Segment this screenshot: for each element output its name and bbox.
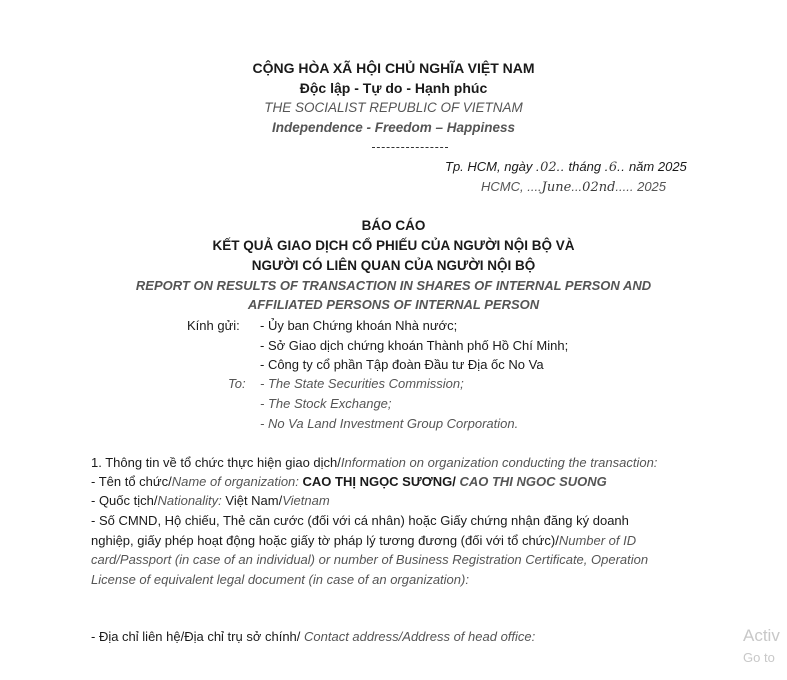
recipient-en-2: - The Stock Exchange;	[260, 396, 392, 411]
recipient-vn-1: - Ủy ban Chứng khoán Nhà nước;	[260, 318, 458, 333]
recipients-label-en: To:	[228, 376, 246, 391]
address-label-en: Contact address/Address of head office:	[300, 629, 536, 644]
section1-heading-en: Information on organization conducting the transaction:	[340, 455, 658, 470]
motto-vn: Độc lập - Tự do - Hạnh phúc	[299, 80, 488, 96]
country-name-vn: CỘNG HÒA XÃ HỘI CHỦ NGHĨA VIỆT NAM	[252, 60, 535, 76]
address-row	[91, 629, 535, 644]
date-en-prefix: HCMC, ....	[481, 179, 542, 194]
section1-heading	[91, 455, 657, 470]
report-subtitle-line2: NGƯỜI CÓ LIÊN QUAN CỦA NGƯỜI NỘI BỘ	[251, 258, 536, 273]
date-en	[481, 179, 666, 195]
section1-heading-vn: 1. Thông tin về tổ chức thực hiện giao dịch/	[91, 455, 341, 470]
report-title: BÁO CÁO	[361, 218, 426, 233]
org-name-value-en: CAO THI NGOC SUONG	[455, 474, 607, 489]
nationality-row	[91, 493, 330, 508]
id-line-2-vn: nghiệp, giấy phép hoạt động hoặc giấy tờ pháp lý tương đương (đối với tổ chức)/	[91, 533, 559, 548]
header-divider	[372, 147, 448, 148]
id-line-2-en: Number of ID	[558, 533, 637, 548]
recipient-en-3: - No Va Land Investment Group Corporation.	[260, 416, 519, 431]
date-vn-day: 02	[540, 160, 557, 175]
date-vn: Tp. HCM, ngày .02.. tháng .6.. năm 2025	[445, 159, 687, 175]
date-vn-year: năm 2025	[625, 159, 687, 174]
nationality-label-en: Nationality:	[157, 493, 226, 508]
date-en-mid: ...	[571, 179, 583, 194]
id-line-3: card/Passport (in case of an individual) or number of Business Registration Certificate, Operation	[91, 552, 649, 567]
nationality-value-vn: Việt Nam/	[225, 493, 283, 508]
organization-name-row	[91, 474, 607, 489]
report-subtitle-line1: KẾT QUẢ GIAO DỊCH CỔ PHIẾU CỦA NGƯỜI NỘI BỘ VÀ	[212, 238, 575, 253]
report-title-en-line2: AFFILIATED PERSONS OF INTERNAL PERSON	[247, 297, 540, 312]
id-line-1: - Số CMND, Hộ chiếu, Thẻ căn cước (đối với cá nhân) hoặc Giấy chứng nhận đăng ký doanh	[91, 513, 629, 528]
recipient-vn-2: - Sở Giao dịch chứng khoán Thành phố Hồ Chí Minh;	[260, 338, 569, 353]
date-en-day: 02nd	[582, 180, 616, 195]
report-title-en-line1: REPORT ON RESULTS OF TRANSACTION IN SHARES OF INTERNAL PERSON AND	[135, 278, 652, 293]
activation-watermark-title: Activ	[743, 626, 780, 645]
nationality-label-vn: - Quốc tịch/	[91, 493, 158, 508]
date-en-year: ..... 2025	[615, 179, 667, 194]
address-label-vn: - Địa chỉ liên hệ/Địa chỉ trụ sở chính/	[91, 629, 301, 644]
id-line-2	[91, 533, 636, 548]
id-line-4: License of equivalent legal document (in case of an organization):	[91, 572, 469, 587]
recipient-vn-3: - Công ty cổ phần Tập đoàn Đầu tư Địa ốc No Va	[260, 357, 544, 372]
nationality-value-en: Vietnam	[282, 493, 330, 508]
date-vn-month: 6	[608, 160, 618, 175]
recipients-label-vn: Kính gửi:	[187, 318, 240, 333]
date-vn-month-label: tháng	[564, 159, 605, 174]
org-name-label-en: Name of organization:	[171, 474, 303, 489]
motto-en: Independence - Freedom – Happiness	[271, 120, 516, 135]
date-vn-prefix: Tp. HCM, ngày	[445, 159, 537, 174]
org-name-value-vn: CAO THỊ NGỌC SƯƠNG/	[302, 474, 456, 489]
recipient-en-1: - The State Securities Commission;	[260, 376, 464, 391]
org-name-label-vn: - Tên tổ chức/	[91, 474, 172, 489]
activation-watermark-subtitle: Go to	[743, 650, 775, 665]
date-en-month: June	[541, 180, 572, 195]
country-name-en: THE SOCIALIST REPUBLIC OF VIETNAM	[264, 100, 523, 115]
